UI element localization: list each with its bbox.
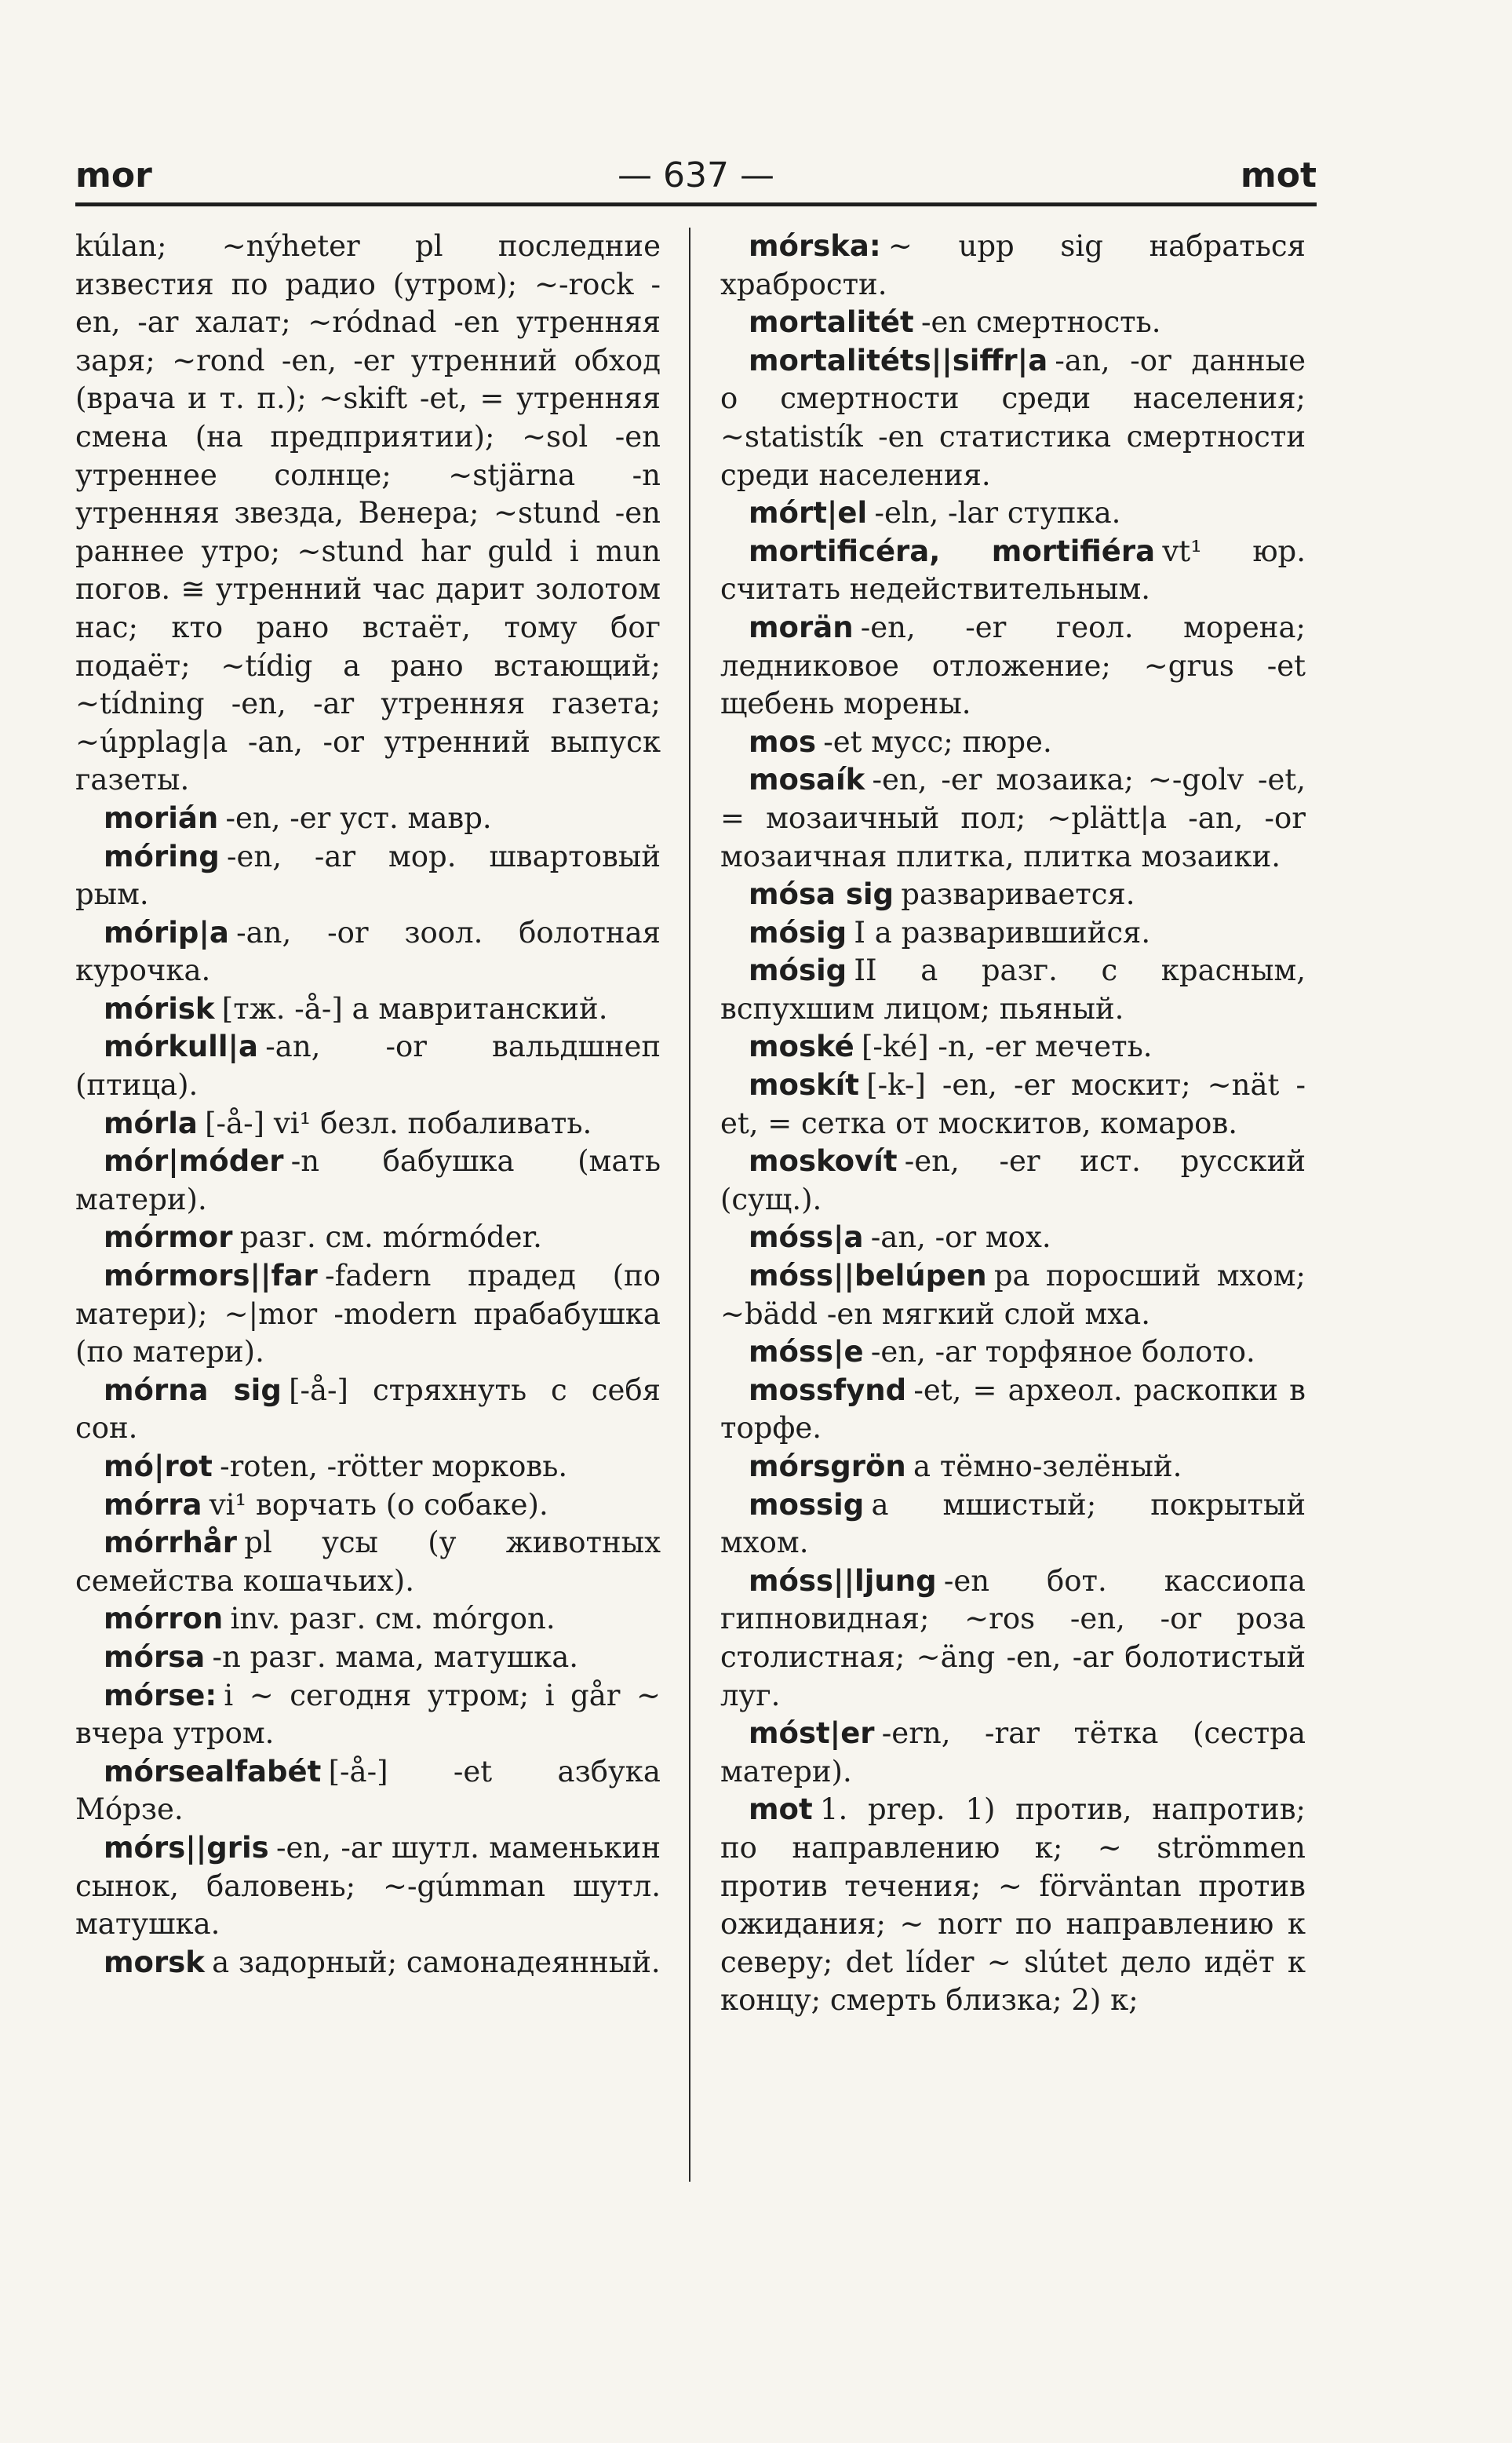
right-column [720, 228, 1306, 2020]
dictionary-entry [720, 1219, 1306, 1257]
entry-text: vi¹ ворчать (о собаке). [209, 1487, 548, 1522]
header-rule [75, 202, 1317, 206]
dictionary-entry [75, 228, 661, 800]
dictionary-entry [720, 761, 1306, 876]
entry-headword: mórt|el [749, 496, 868, 531]
entry-text: -an, -or зоол. болотная курочка. [75, 915, 661, 988]
entry-text: I a разварившийся. [854, 915, 1151, 950]
entry-headword: mósa sig [749, 877, 894, 912]
entry-headword: mórron [104, 1602, 224, 1636]
entry-text: [-k-] -en, -er москит; ~nät -et, = сетка от москитов, комаров. [720, 1068, 1306, 1140]
left-column [75, 228, 661, 1982]
entry-text: -eln, -lar ступка. [874, 496, 1121, 531]
right-running-headword: mot [1240, 155, 1317, 195]
dictionary-entry [720, 1791, 1306, 2020]
entry-text: -an, -or мох. [870, 1220, 1051, 1255]
entry-text: a задорный; самонадеянный. [212, 1945, 661, 1979]
entry-headword: mortalitét [749, 305, 914, 340]
entry-headword: mórmors||far [104, 1259, 318, 1293]
dictionary-entry [75, 1524, 661, 1600]
dictionary-entry [720, 1562, 1306, 1715]
entry-headword: morián [104, 800, 219, 835]
dictionary-entry [75, 1143, 661, 1219]
entry-text: -en, -ar шутл. маменькин сынок, баловень; ~-gúmman шутл. матушка. [75, 1830, 661, 1942]
dictionary-entry [720, 914, 1306, 953]
entry-text: -n бабушка (мать матери). [75, 1144, 661, 1216]
entry-headword: mórna sig [104, 1373, 282, 1407]
entry-headword: móss|a [749, 1220, 864, 1255]
entry-text: [тж. -å-] a мавританский. [221, 991, 608, 1026]
entry-text: разваривается. [901, 877, 1135, 912]
entry-headword: mórla [104, 1106, 198, 1140]
dictionary-entry [720, 304, 1306, 342]
dictionary-entry [75, 1944, 661, 1982]
entry-headword: móst|er [749, 1716, 875, 1751]
page-number: — 637 — [618, 155, 774, 195]
entry-headword: mórsgrön [749, 1449, 906, 1483]
dictionary-entry [720, 1028, 1306, 1067]
entry-text: ~ upp sig набраться храбрости. [720, 229, 1306, 301]
dictionary-entry [720, 1448, 1306, 1486]
dictionary-entry [75, 914, 661, 990]
dictionary-entry [720, 1486, 1306, 1562]
page-header [75, 155, 1317, 202]
entry-headword: móss||ljung [749, 1563, 937, 1598]
dictionary-entry [720, 1067, 1306, 1143]
entry-text: i ~ сегодня утром; i går ~ вчера утром. [75, 1678, 661, 1751]
entry-text: -en, -ar торфяное болото. [870, 1335, 1255, 1369]
entry-headword: mó|rot [104, 1449, 213, 1483]
entry-headword: móss|e [749, 1335, 864, 1369]
dictionary-entry [75, 1257, 661, 1372]
entry-text: -en смертность. [920, 305, 1161, 340]
entry-headword: mos [749, 724, 816, 759]
entry-text: [-å-] стряхнуть с себя сон. [75, 1373, 661, 1446]
dictionary-entry [75, 1753, 661, 1829]
dictionary-entry [720, 609, 1306, 724]
entry-headword: mosaík [749, 763, 865, 797]
dictionary-entry [75, 990, 661, 1029]
entry-text: II a разг. с красным, вспухшим лицом; пьяный. [720, 953, 1306, 1026]
entry-text: [-å-] -et азбука Мóрзе. [75, 1754, 661, 1827]
entry-headword: mórisk [104, 991, 215, 1026]
entry-headword: mossig [749, 1487, 865, 1522]
entry-headword: mórsealfabét [104, 1754, 322, 1788]
dictionary-entry [75, 800, 661, 838]
dictionary-entry [75, 1600, 661, 1639]
dictionary-entry [75, 1677, 661, 1753]
dictionary-entry [75, 838, 661, 914]
left-running-headword: mor [75, 155, 152, 195]
entry-headword: mórrhår [104, 1526, 238, 1560]
entry-headword: moskít [749, 1068, 859, 1103]
dictionary-entry [75, 1105, 661, 1143]
entry-headword: mórmor [104, 1220, 233, 1255]
entry-text: vt¹ юр. считать недействительным. [720, 534, 1306, 607]
entry-text: -en, -ar мор. швартовый рым. [75, 839, 661, 912]
entry-text: 1. prep. 1) против, напротив; по направлению к; ~ strömmen против течения; ~ förväntan против ожидания; ~ norr по направлению к северу; det líder ~ slútet дело идёт к концу; смерть близка; 2) к; [720, 1792, 1306, 2018]
dictionary-entry [75, 1372, 661, 1448]
dictionary-entry [75, 1639, 661, 1677]
entry-headword: móss||belúpen [749, 1259, 987, 1293]
entry-text: pl усы (у животных семейства кошачьих). [75, 1526, 661, 1598]
entry-headword: moskovít [749, 1144, 898, 1179]
entry-text: inv. разг. см. mórgon. [230, 1602, 556, 1636]
entry-text: -et мусс; пюре. [823, 724, 1052, 759]
dictionary-entry [720, 228, 1306, 304]
dictionary-entry [75, 1448, 661, 1486]
entry-text: -en, -er мозаика; ~-golv -et, = мозаичный пол; ~plätt|a -an, -or мозаичная плитка, плитка мозаики. [720, 763, 1306, 873]
entry-text: -an, -or данные о смертности среди населения; ~statistík -en статистика смертности среди населения. [720, 343, 1306, 492]
dictionary-entry [720, 952, 1306, 1028]
entry-headword: morän [749, 610, 854, 644]
entry-headword: mórsa [104, 1639, 206, 1674]
dictionary-entry [75, 1829, 661, 1944]
entry-text: -ern, -rar тётка (сестра матери). [720, 1716, 1306, 1788]
entry-headword: mossfynd [749, 1373, 907, 1407]
entry-headword: mot [749, 1792, 813, 1827]
entry-text: [-å-] vi¹ безл. побаливать. [205, 1106, 592, 1140]
entry-text: kúlan; ~nýheter pl последние известия по радио (утром); ~-rock -en, -ar халат; ~ródnad -en утренняя заря; ~rond -en, -er утренний обход (врача и т. п.); ~skift -et, = утренняя смена (на предприятии); ~sol -en утреннее солнце; ~stjärna -n утренняя звезда, Венера; ~stund -en раннее утро; ~stund har guld i mun погов. ≅ утренний час дарит золотом нас; кто рано встаёт, тому бог подаёт; ~tídig a рано встающий; ~tídning -en, -ar утренняя газета; ~úpplag|a -an, -or утренний выпуск газеты. [75, 229, 661, 797]
entry-text: -roten, -rötter морковь. [220, 1449, 568, 1483]
dictionary-entry [720, 494, 1306, 533]
entry-headword: mór|móder [104, 1144, 284, 1179]
entry-headword: mórska: [749, 229, 881, 263]
entry-text: pa поросший мхом; ~bädd -en мягкий слой мха. [720, 1259, 1306, 1331]
dictionary-entry [720, 1257, 1306, 1333]
dictionary-entry [720, 724, 1306, 762]
entry-text: [-ké] -n, -er мечеть. [861, 1030, 1153, 1064]
dictionary-entry [720, 1715, 1306, 1791]
entry-text: разг. см. mórmóder. [239, 1220, 542, 1255]
entry-headword: móring [104, 839, 220, 873]
entry-text: -en, -er уст. мавр. [225, 800, 492, 835]
dictionary-entry [720, 1143, 1306, 1219]
dictionary-entry [75, 1219, 661, 1257]
entry-text: a мшистый; покрытый мхом. [720, 1487, 1306, 1560]
entry-headword: morsk [104, 1945, 205, 1979]
dictionary-entry [720, 876, 1306, 914]
entry-text: -fadern прадед (по матери); ~|mor -modern прабабушка (по матери). [75, 1259, 661, 1369]
dictionary-entry [720, 342, 1306, 494]
entry-headword: mortalitéts||siffr|a [749, 343, 1048, 377]
entry-text: -n разг. мама, матушка. [212, 1639, 579, 1674]
entry-headword: moské [749, 1030, 854, 1064]
entry-headword: mórse: [104, 1678, 217, 1712]
entry-headword: mórkull|a [104, 1030, 259, 1064]
entry-text: -et, = археол. раскопки в торфе. [720, 1373, 1306, 1446]
dictionary-entry [720, 1333, 1306, 1372]
dictionary-entry [720, 1372, 1306, 1448]
dictionary-entry [720, 533, 1306, 609]
entry-headword: mórs||gris [104, 1830, 269, 1865]
entry-text: -en, -er ист. русский (сущ.). [720, 1144, 1306, 1216]
entry-text: -en бот. кассиопа гипновидная; ~ros -en, -or роза столистная; ~äng -en, -ar болотистый луг. [720, 1563, 1306, 1712]
entry-text: -an, -or вальдшнеп (птица). [75, 1030, 661, 1103]
entry-headword: mortificéra, mortifiéra [749, 534, 1156, 568]
dictionary-entry [75, 1028, 661, 1104]
entry-headword: mórip|a [104, 915, 229, 950]
column-divider [689, 228, 690, 2182]
entry-headword: mósig [749, 915, 847, 950]
entry-headword: mósig [749, 953, 847, 988]
entry-text: -en, -er геол. морена; ледниковое отложение; ~grus -et щебень морены. [720, 610, 1306, 721]
dictionary-entry [75, 1486, 661, 1525]
entry-text: a тёмно-зелёный. [913, 1449, 1182, 1483]
entry-headword: mórra [104, 1487, 202, 1522]
